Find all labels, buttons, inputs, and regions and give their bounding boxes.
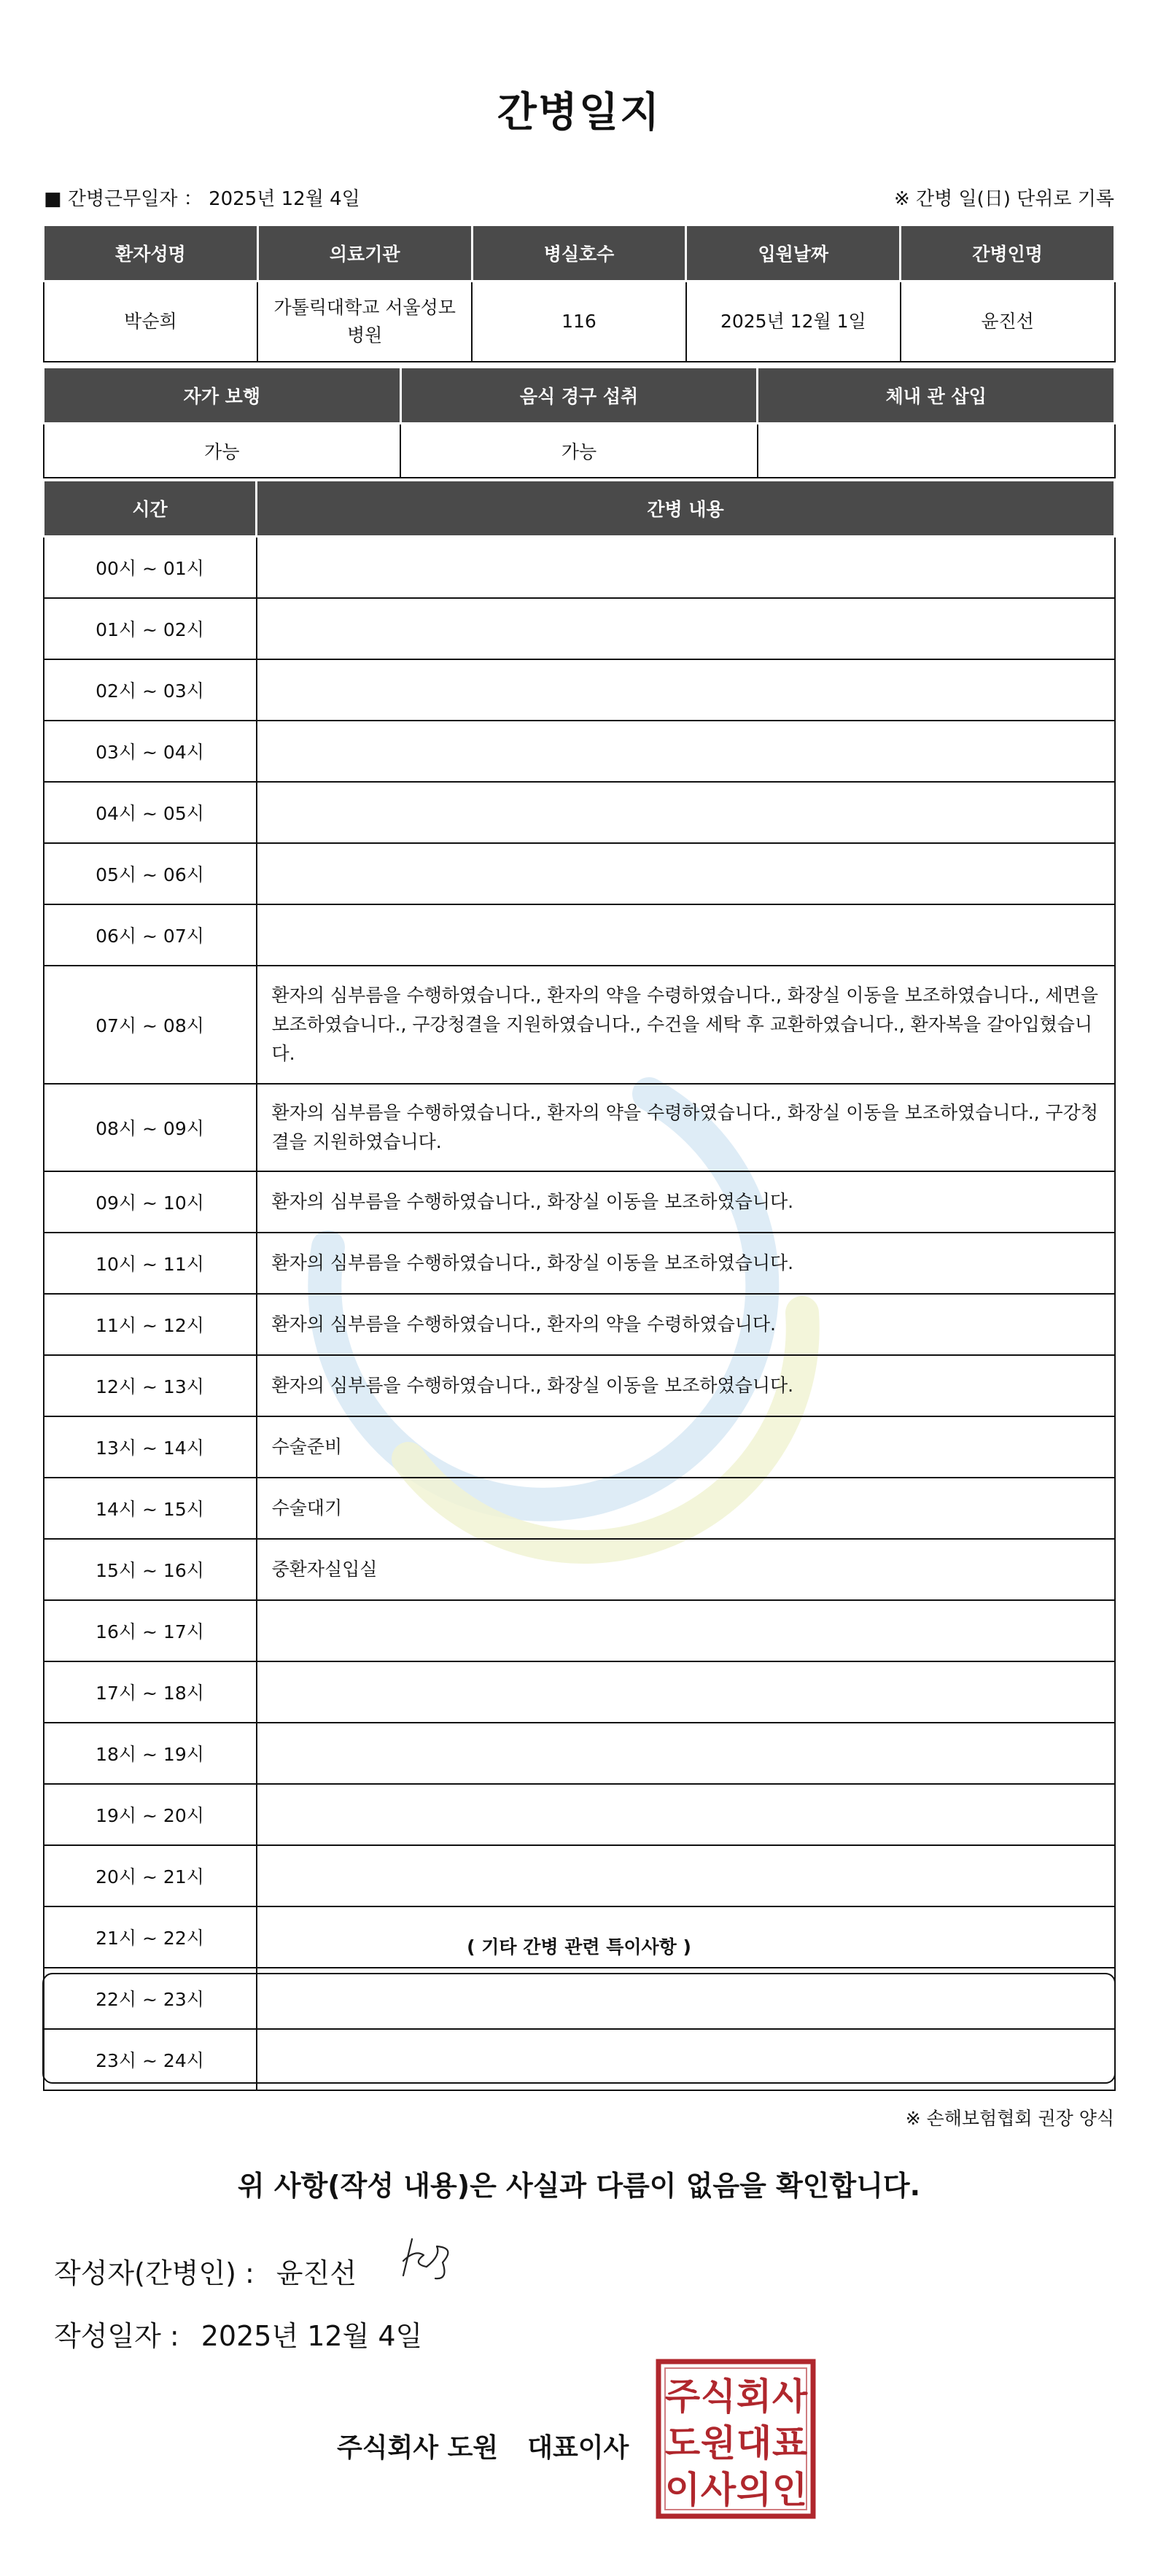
schedule-row <box>44 843 1115 904</box>
seal-glyph: 원 <box>700 2422 737 2464</box>
care-schedule-table <box>42 479 1116 2091</box>
schedule-content <box>257 537 1115 599</box>
seal-glyph: 표 <box>772 2422 808 2464</box>
schedule-time: 10시 ~ 11시 <box>44 1233 257 1294</box>
hospital-name: 가톨릭대학교 서울성모병원 <box>257 282 472 362</box>
schedule-time: 02시 ~ 03시 <box>44 659 257 721</box>
schedule-time: 12시 ~ 13시 <box>44 1355 257 1416</box>
written-date-line <box>54 2313 422 2354</box>
schedule-row <box>44 721 1115 782</box>
schedule-time: 06시 ~ 07시 <box>44 904 257 966</box>
header-patient-name: 환자성명 <box>44 225 258 282</box>
header-room-number: 병실호수 <box>472 225 686 282</box>
tube-insertion-value <box>758 424 1115 478</box>
company-role: 대표이사 <box>527 2433 629 2463</box>
schedule-row <box>44 659 1115 721</box>
document-title: 간병일지 <box>497 89 661 136</box>
schedule-content: 중환자실입실 <box>257 1539 1115 1600</box>
unit-note: ※ 간병 일(日) 단위로 기록 <box>893 188 1114 210</box>
schedule-time: 11시 ~ 12시 <box>44 1294 257 1355</box>
caregiver-name: 윤진선 <box>901 282 1115 362</box>
schedule-row <box>44 1723 1115 1784</box>
seal-glyph: 주 <box>664 2375 701 2418</box>
schedule-row <box>44 904 1115 966</box>
schedule-content: 환자의 심부름을 수행하였습니다., 환자의 약을 수령하였습니다. <box>257 1294 1115 1355</box>
schedule-content <box>257 904 1115 966</box>
schedule-time: 14시 ~ 15시 <box>44 1478 257 1539</box>
schedule-time: 03시 ~ 04시 <box>44 721 257 782</box>
schedule-time: 17시 ~ 18시 <box>44 1661 257 1723</box>
header-time: 시간 <box>44 481 257 537</box>
schedule-row <box>44 966 1115 1084</box>
schedule-row <box>44 1478 1115 1539</box>
remarks-label: ( 기타 간병 관련 특이사항 ) <box>467 1936 691 1958</box>
company-name: 주식회사 도원 <box>337 2433 499 2463</box>
schedule-content <box>257 782 1115 843</box>
written-date-value: 2025년 12월 4일 <box>201 2320 423 2352</box>
schedule-content <box>257 843 1115 904</box>
schedule-row <box>44 1416 1115 1478</box>
schedule-row <box>44 1233 1115 1294</box>
schedule-time: 20시 ~ 21시 <box>44 1845 257 1906</box>
schedule-content: 환자의 심부름을 수행하였습니다., 화장실 이동을 보조하였습니다. <box>257 1171 1115 1233</box>
schedule-row <box>44 1539 1115 1600</box>
form-source-note: ※ 손해보험협회 권장 양식 <box>905 2108 1114 2129</box>
schedule-time: 07시 ~ 08시 <box>44 966 257 1084</box>
seal-glyph: 사 <box>700 2469 737 2511</box>
work-date-value: 2025년 12월 4일 <box>209 188 360 210</box>
schedule-content: 환자의 심부름을 수행하였습니다., 화장실 이동을 보조하였습니다. <box>257 1233 1115 1294</box>
work-date-label: ■ 간병근무일자 ： <box>44 188 203 210</box>
schedule-row <box>44 1784 1115 1845</box>
schedule-time: 05시 ~ 06시 <box>44 843 257 904</box>
schedule-time: 19시 ~ 20시 <box>44 1784 257 1845</box>
seal-glyph: 식 <box>700 2375 737 2418</box>
schedule-row <box>44 598 1115 659</box>
remarks-box <box>42 1973 1116 2084</box>
header-caregiver-name: 간병인명 <box>901 225 1115 282</box>
seal-glyph: 사 <box>772 2375 808 2418</box>
schedule-content: 수술대기 <box>257 1478 1115 1539</box>
company-line <box>337 2427 629 2464</box>
schedule-row <box>44 1171 1115 1233</box>
patient-info-table <box>42 224 1116 362</box>
header-self-walking: 자가 보행 <box>44 368 401 424</box>
author-line <box>54 2251 357 2291</box>
seal-glyph: 도 <box>664 2422 701 2464</box>
seal-glyph: 의 <box>736 2469 772 2511</box>
self-walking-value: 가능 <box>44 424 401 478</box>
schedule-row <box>44 537 1115 599</box>
seal-glyph: 회 <box>736 2375 772 2418</box>
schedule-row <box>44 782 1115 843</box>
schedule-content <box>257 1723 1115 1784</box>
schedule-row <box>44 1661 1115 1723</box>
work-date <box>44 184 360 211</box>
confirmation-statement: 위 사항(작성 내용)은 사실과 다름이 없음을 확인합니다. <box>237 2170 921 2202</box>
schedule-content: 환자의 심부름을 수행하였습니다., 환자의 약을 수령하였습니다., 화장실 이동을 보조하였습니다., 세면을 보조하였습니다., 구강청결을 지원하였습니다., 수건을 세탁 후 교환하였습니다., 환자복을 갈아입혔습니다. <box>257 966 1115 1084</box>
schedule-row <box>44 1845 1115 1906</box>
schedule-rows <box>44 537 1115 2091</box>
schedule-time: 01시 ~ 02시 <box>44 598 257 659</box>
company-seal-stamp <box>655 2358 817 2520</box>
schedule-time: 09시 ~ 10시 <box>44 1171 257 1233</box>
admission-date: 2025년 12월 1일 <box>686 282 901 362</box>
schedule-content <box>257 721 1115 782</box>
schedule-time: 21시 ~ 22시 <box>44 1906 257 1968</box>
seal-glyph: 이 <box>664 2469 701 2511</box>
author-label: 작성자(간병인) : <box>54 2257 254 2289</box>
patient-name: 박순희 <box>44 282 258 362</box>
schedule-content <box>257 598 1115 659</box>
header-oral-intake: 음식 경구 섭취 <box>400 368 758 424</box>
schedule-time: 18시 ~ 19시 <box>44 1723 257 1784</box>
header-admission-date: 입원날짜 <box>686 225 901 282</box>
schedule-time: 08시 ~ 09시 <box>44 1084 257 1171</box>
schedule-row <box>44 1084 1115 1171</box>
oral-intake-value: 가능 <box>400 424 758 478</box>
schedule-time: 15시 ~ 16시 <box>44 1539 257 1600</box>
author-name: 윤진선 <box>276 2257 357 2289</box>
schedule-time: 04시 ~ 05시 <box>44 782 257 843</box>
schedule-row <box>44 1600 1115 1661</box>
schedule-time: 23시 ~ 24시 <box>44 2029 257 2090</box>
schedule-row <box>44 1294 1115 1355</box>
schedule-time: 16시 ~ 17시 <box>44 1600 257 1661</box>
schedule-content <box>257 1661 1115 1723</box>
handwritten-signature <box>397 2233 470 2284</box>
schedule-content: 환자의 심부름을 수행하였습니다., 화장실 이동을 보조하였습니다. <box>257 1355 1115 1416</box>
schedule-time: 00시 ~ 01시 <box>44 537 257 599</box>
schedule-content <box>257 1845 1115 1906</box>
seal-glyph: 대 <box>736 2422 772 2464</box>
room-number: 116 <box>472 282 686 362</box>
schedule-time: 13시 ~ 14시 <box>44 1416 257 1478</box>
schedule-content <box>257 1600 1115 1661</box>
schedule-content <box>257 1784 1115 1845</box>
schedule-content: 수술준비 <box>257 1416 1115 1478</box>
patient-ability-table <box>42 366 1116 478</box>
header-tube-insertion: 체내 관 삽입 <box>758 368 1115 424</box>
header-care-content: 간병 내용 <box>257 481 1115 537</box>
seal-glyph: 인 <box>772 2469 808 2511</box>
written-date-label: 작성일자 : <box>54 2320 179 2352</box>
schedule-row <box>44 1355 1115 1416</box>
schedule-time: 22시 ~ 23시 <box>44 1968 257 2029</box>
schedule-content <box>257 659 1115 721</box>
schedule-content: 환자의 심부름을 수행하였습니다., 환자의 약을 수령하였습니다., 화장실 이동을 보조하였습니다., 구강청결을 지원하였습니다. <box>257 1084 1115 1171</box>
header-hospital: 의료기관 <box>257 225 472 282</box>
